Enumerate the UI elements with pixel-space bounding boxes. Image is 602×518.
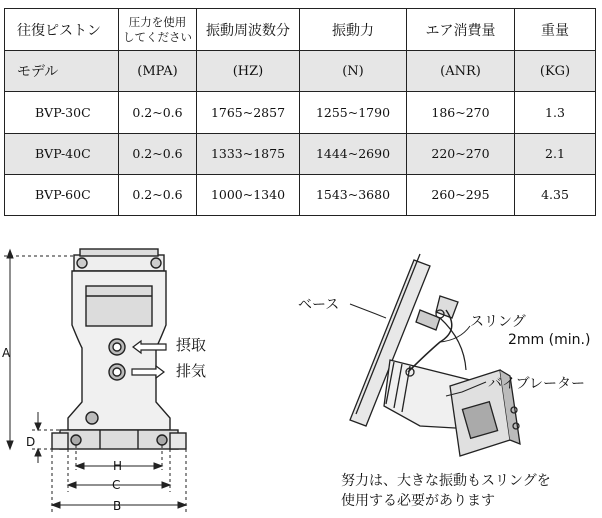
intake-label: 摂取 — [176, 336, 207, 354]
vibrator-dimension-drawing — [0, 230, 300, 518]
exhaust-label: 排気 — [176, 362, 207, 380]
unit-air: (ANR) — [407, 51, 515, 92]
note-line-1: 努力は、大きな振動もスリングを — [341, 473, 551, 489]
dim-c-label: C — [112, 478, 121, 492]
cell-frequency: 1333~1875 — [197, 133, 300, 174]
spec-table — [4, 8, 596, 216]
cell-pressure: 0.2~0.6 — [119, 92, 197, 133]
table-row — [5, 133, 596, 174]
cell-pressure: 0.2~0.6 — [119, 174, 197, 215]
vibrator-label: バイブレーター — [488, 376, 586, 392]
unit-pressure: (MPA) — [119, 51, 197, 92]
cell-air: 260~295 — [407, 174, 515, 215]
header-row — [5, 9, 596, 51]
unit-force: (N) — [300, 51, 407, 92]
sling-size-label: 2mm (min.) — [508, 332, 591, 348]
cell-model: BVP-30C — [5, 92, 119, 133]
table-row — [5, 174, 596, 215]
mounting-drawing — [290, 230, 602, 470]
dim-h-label: H — [113, 459, 123, 473]
base-label: ベース — [298, 297, 340, 313]
cell-air: 220~270 — [407, 133, 515, 174]
header-force: 振動力 — [300, 9, 407, 51]
header-pressure: 圧力を使用 してください — [119, 9, 197, 51]
header-piston: 往復ピストン — [5, 9, 119, 51]
cell-frequency: 1000~1340 — [197, 174, 300, 215]
sling-label: スリング — [470, 314, 526, 330]
cell-pressure: 0.2~0.6 — [119, 133, 197, 174]
dim-a-label: A — [2, 346, 11, 360]
dim-d-label: D — [26, 435, 36, 449]
note-line-2: 使用する必要があります — [341, 493, 495, 509]
cell-air: 186~270 — [407, 92, 515, 133]
cell-force: 1444~2690 — [300, 133, 407, 174]
cell-model: BVP-60C — [5, 174, 119, 215]
header-frequency: 振動周波数分 — [197, 9, 300, 51]
cell-weight: 4.35 — [515, 174, 596, 215]
table-row — [5, 92, 596, 133]
unit-row — [5, 51, 596, 92]
cell-force: 1255~1790 — [300, 92, 407, 133]
cell-force: 1543~3680 — [300, 174, 407, 215]
cell-model: BVP-40C — [5, 133, 119, 174]
cell-frequency: 1765~2857 — [197, 92, 300, 133]
header-air: エア消費量 — [407, 9, 515, 51]
cell-weight: 2.1 — [515, 133, 596, 174]
unit-frequency: (HZ) — [197, 51, 300, 92]
unit-weight: (KG) — [515, 51, 596, 92]
header-weight: 重量 — [515, 9, 596, 51]
dim-b-label: B — [113, 499, 122, 513]
cell-weight: 1.3 — [515, 92, 596, 133]
unit-model: モデル — [5, 51, 119, 92]
